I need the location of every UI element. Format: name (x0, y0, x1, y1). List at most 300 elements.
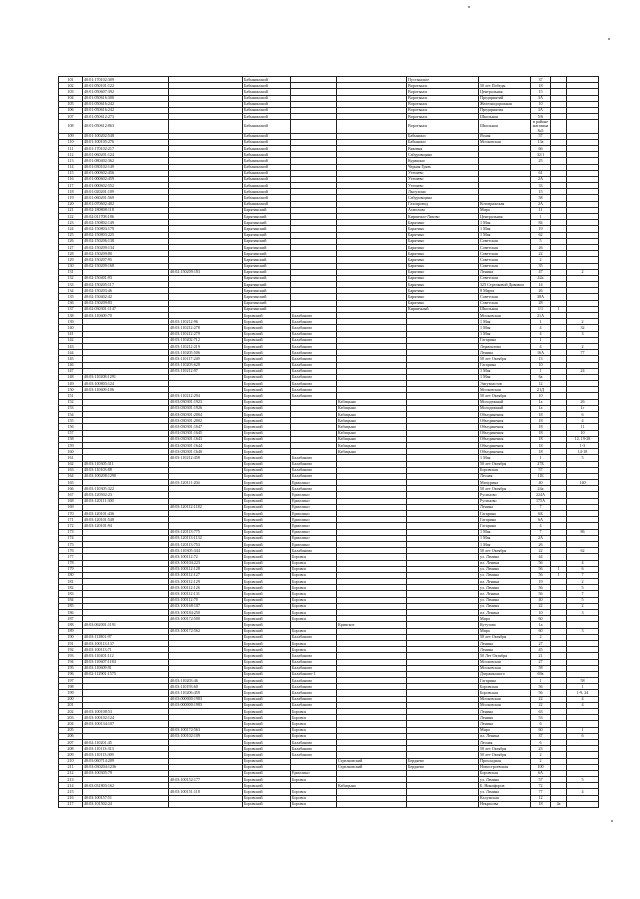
row-number-cell: 207 (59, 739, 83, 745)
rural-settlement-cell: Кабицыно (337, 442, 407, 448)
street-cell: Мира (479, 616, 531, 622)
apartment-cell: 6 (567, 412, 599, 418)
premises-number-cell: 40:03:030301:1647 (169, 424, 243, 430)
apartment-cell: 58 (567, 678, 599, 684)
premises-number-cell: 40:03:100172:563 (169, 727, 243, 733)
street-cell: Центральная (479, 89, 531, 95)
apartment-cell: 1-3 (567, 442, 599, 448)
cadastral-number-cell: 40:03:100208:1290 (83, 473, 169, 479)
premises-number-cell: 40:03:100112:70 (169, 597, 243, 603)
row-number-cell: 110 (59, 139, 83, 145)
house-number-cell: 62 (531, 232, 551, 238)
row-number-cell: 177 (59, 554, 83, 560)
apartment-cell: 4 (567, 418, 599, 424)
cadastral-number-cell: 40:03:110609:106 (83, 387, 169, 393)
district-cell: Боровский (243, 486, 291, 492)
house-number-cell: 37 (531, 77, 551, 83)
cadastral-number-cell: 40:02:150802:149 (83, 220, 169, 226)
cadastral-number-cell: 40:01:000602:456 (83, 170, 169, 176)
house-number-cell: 44 (531, 554, 551, 560)
street-cell: Советская (479, 300, 531, 306)
district-cell: Боровский (243, 480, 291, 486)
house-number-cell: 60 (531, 727, 551, 733)
street-cell: 1 Мая (479, 220, 531, 226)
cadastral-number-cell: 40:01:060201:124 (83, 152, 169, 158)
apartment-cell: 2 (567, 343, 599, 349)
district-cell: Боровский (243, 727, 291, 733)
town-cell: Балабаново (291, 387, 337, 393)
street-cell: Железнодорожная (479, 101, 531, 107)
row-number-cell: 131 (59, 269, 83, 275)
premises-number-cell: 40:03:100168:107 (169, 603, 243, 609)
house-number-cell: 1а (531, 622, 551, 628)
town-cell: Балабаново (291, 634, 337, 640)
row-number-cell: 217 (59, 801, 83, 807)
locality-cell: Черная Грязь (407, 164, 479, 170)
row-number-cell: 199 (59, 690, 83, 696)
premises-number-cell: 40:03:100151:118 (169, 789, 243, 795)
town-cell: Ермолино (291, 517, 337, 523)
district-cell: Бабынинский (243, 158, 291, 164)
street-cell: Ясная (479, 133, 531, 139)
building-cell (551, 120, 567, 133)
row-number-cell: 201 (59, 702, 83, 708)
row-number-cell: 175 (59, 541, 83, 547)
row-number-cell: 101 (59, 77, 83, 83)
row-number-cell: 168 (59, 498, 83, 504)
district-cell: Боровский (243, 325, 291, 331)
apartment-cell: 6 (567, 566, 599, 572)
cadastral-number-cell: 40:02:112901:1575 (83, 671, 169, 677)
district-cell: Боровский (243, 529, 291, 535)
district-cell: Боровский (243, 387, 291, 393)
town-cell: Боровск (291, 795, 337, 801)
premises-number-cell: 40:03:110193:60 (169, 684, 243, 690)
premises-number-cell: 40:03:100152:177 (169, 777, 243, 783)
locality-cell: Бабынино (407, 139, 479, 145)
row-number-cell: 216 (59, 795, 83, 801)
house-number-cell: 18 (531, 436, 551, 442)
row-number-cell: 122 (59, 214, 83, 220)
cadastral-number-cell: 40:03:120101:436 (83, 511, 169, 517)
house-number-cell: 21Д (531, 387, 551, 393)
town-cell: Ермолино (291, 504, 337, 510)
town-cell: Балабаново (291, 393, 337, 399)
town-cell: Боровск (291, 566, 337, 572)
cadastral-number-cell: 40:03:110113:309 (83, 752, 169, 758)
row-number-cell: 167 (59, 492, 83, 498)
district-cell: Барятинский (243, 238, 291, 244)
district-cell: Барятинский (243, 244, 291, 250)
house-number-cell: 40 (531, 480, 551, 486)
row-number-cell: 215 (59, 789, 83, 795)
street-cell: Ленина (479, 640, 531, 646)
locality-cell: Барятино (407, 257, 479, 263)
street-cell: Гагарина (479, 337, 531, 343)
locality-cell: Барятино (407, 269, 479, 275)
scan-speck (608, 38, 610, 40)
street-cell: ул. Ленина (479, 789, 531, 795)
premises-number-cell: 40:03:110203:46 (169, 678, 243, 684)
row-number-cell: 156 (59, 424, 83, 430)
house-number-cell: 56 (531, 684, 551, 690)
house-number-cell: 22 (531, 603, 551, 609)
district-cell: Боровский (243, 696, 291, 702)
town-cell: Боровск (291, 597, 337, 603)
locality-cell: Барятино (407, 263, 479, 269)
row-number-cell: 118 (59, 189, 83, 195)
street-cell: Гагарина (479, 523, 531, 529)
district-cell: Бабынинский (243, 176, 291, 182)
locality-cell: Газопровод (407, 201, 479, 207)
district-cell: Бабынинский (243, 139, 291, 145)
row-number-cell: 202 (59, 709, 83, 715)
building-cell: 1 (551, 306, 567, 312)
street-cell: пл. Ленина (479, 733, 531, 739)
house-number-cell: 45 (531, 647, 551, 653)
district-cell: Боровский (243, 535, 291, 541)
row-number-cell: 139 (59, 319, 83, 325)
locality-cell: Воротынск (407, 107, 479, 113)
district-cell: Боровский (243, 511, 291, 517)
locality-cell: Барятино (407, 275, 479, 281)
house-number-cell: 5/6 (531, 114, 551, 120)
row-number-cell: 138 (59, 313, 83, 319)
locality-cell (407, 801, 479, 807)
row-number-cell: 192 (59, 647, 83, 653)
town-cell: Боровск (291, 579, 337, 585)
row-number-cell: 185 (59, 603, 83, 609)
house-number-cell: 1 (531, 319, 551, 325)
cadastral-number-cell: 40:02:030301:1147 (83, 306, 169, 312)
district-cell: Боровский (243, 442, 291, 448)
row-number-cell: 108 (59, 120, 83, 133)
locality-cell: Утешево (407, 183, 479, 189)
row-number-cell: 211 (59, 764, 83, 770)
house-number-cell: 37 (531, 733, 551, 739)
cadastral-number-cell: 40:01:030102:149 (83, 164, 169, 170)
row-number-cell: 188 (59, 622, 83, 628)
cadastral-number-cell: 40:01:170102:217 (83, 145, 169, 151)
locality-cell: Барятино (407, 282, 479, 288)
town-cell: Боровск (291, 721, 337, 727)
house-number-cell: 4 (531, 331, 551, 337)
house-number-cell: 2 (531, 758, 551, 764)
row-number-cell: 179 (59, 566, 83, 572)
street-cell: Советская (479, 238, 531, 244)
district-cell: Боровский (243, 616, 291, 622)
street-cell: 50 лет Октября (479, 461, 531, 467)
row-number-cell: 169 (59, 504, 83, 510)
cadastral-number-cell: 40:03:100803:124 (83, 381, 169, 387)
district-cell: Боровский (243, 603, 291, 609)
street-cell: Московская (479, 659, 531, 665)
street-cell: Гагарина (479, 517, 531, 523)
register-table (58, 76, 599, 808)
district-cell: Боровский (243, 362, 291, 368)
row-number-cell: 109 (59, 133, 83, 139)
street-cell: Школьная (479, 306, 531, 312)
row-number-cell: 191 (59, 640, 83, 646)
district-cell: Боровский (243, 690, 291, 696)
town-cell: Боровск (291, 591, 337, 597)
house-number-cell: 26 (531, 244, 551, 250)
row-number-cell: 203 (59, 715, 83, 721)
locality-cell: Асмолово (407, 207, 479, 213)
premises-number-cell: 40:03:110305:344 (169, 548, 243, 554)
premises-number-cell: 40:03:120111:204 (169, 480, 243, 486)
row-number-cell: 136 (59, 300, 83, 306)
town-cell (291, 120, 337, 133)
district-cell: Боровский (243, 715, 291, 721)
row-number-cell: 152 (59, 399, 83, 405)
cadastral-number-cell: 40:03:100102:124 (83, 715, 169, 721)
row-number-cell: 126 (59, 238, 83, 244)
row-number-cell: 171 (59, 517, 83, 523)
house-number-cell: 18 (531, 449, 551, 455)
apartment-cell: 4 (567, 696, 599, 702)
district-cell: Бабынинский (243, 201, 291, 207)
premises-number-cell: 40:03:120113:775 (169, 529, 243, 535)
street-cell: Гагарина (479, 678, 531, 684)
cadastral-number-cell: 40:02:150209:134 (83, 244, 169, 250)
cadastral-number-cell: 40:02:150205:117 (83, 282, 169, 288)
house-number-cell: 224А (531, 492, 551, 498)
house-number-cell: 22 (531, 702, 551, 708)
town-cell: Боровск (291, 777, 337, 783)
street-cell: Предприятий (479, 95, 531, 101)
district-cell: Боровский (243, 721, 291, 727)
district-cell: Боровский (243, 337, 291, 343)
street-cell: Московская (479, 139, 531, 145)
row-number-cell: 143 (59, 343, 83, 349)
apartment-cell: 12, 19-28 (567, 436, 599, 442)
apartment-cell: 2 (567, 319, 599, 325)
row-number-cell: 124 (59, 226, 83, 232)
house-number-cell: 6А (531, 517, 551, 523)
premises-number-cell: 40:03:100172:562 (169, 628, 243, 634)
house-number-cell: 15 (531, 89, 551, 95)
district-cell: Боровский (243, 356, 291, 362)
table-row (59, 120, 599, 133)
cadastral-number-cell: 40:02:150401:93 (83, 275, 169, 281)
locality-cell: Воротынск (407, 89, 479, 95)
district-cell: Бабынинский (243, 107, 291, 113)
house-number-cell: 18 (531, 418, 551, 424)
row-number-cell: 170 (59, 511, 83, 517)
town-cell: Балабаново (291, 486, 337, 492)
apartment-cell: 5 (567, 597, 599, 603)
district-cell: Бабынинский (243, 114, 291, 120)
house-number-cell: 2 (531, 752, 551, 758)
cadastral-number-cell: 40:02:150203:46 (83, 288, 169, 294)
row-number-cell: 161 (59, 455, 83, 461)
locality-cell: Сабуровщино (407, 195, 479, 201)
street-cell: 50 лет Октября (479, 393, 531, 399)
district-cell: Боровский (243, 436, 291, 442)
street-cell: Объединения (479, 412, 531, 418)
locality-cell: Барятино (407, 220, 479, 226)
row-number-cell: 184 (59, 597, 83, 603)
rural-settlement-cell: Кабицыно (337, 449, 407, 455)
street-cell: Советская (479, 257, 531, 263)
street-cell: Объединения (479, 424, 531, 430)
district-cell: Боровский (243, 746, 291, 752)
district-cell: Барятинский (243, 275, 291, 281)
town-cell: Боровск (291, 733, 337, 739)
premises-number-cell: 40:03:110212:458 (169, 455, 243, 461)
apartment-cell: 140 (567, 480, 599, 486)
town-cell: Боровск (291, 560, 337, 566)
town-cell: Балабаново (291, 690, 337, 696)
house-number-cell: 57 (531, 777, 551, 783)
premises-number-cell: 40:03:110212:96 (169, 319, 243, 325)
premises-number-cell: 40:03:100112:128 (169, 566, 243, 572)
row-number-cell: 180 (59, 572, 83, 578)
apartment-cell: 5 (567, 585, 599, 591)
locality-cell: Утешево (407, 170, 479, 176)
house-number-cell: 22 (531, 696, 551, 702)
district-cell: Бабынинский (243, 120, 291, 133)
row-number-cell: 148 (59, 374, 83, 380)
district-cell: Боровский (243, 733, 291, 739)
house-number-cell: 60 (531, 616, 551, 622)
town-cell: Ермолино (291, 770, 337, 776)
apartment-cell: 4 (567, 789, 599, 795)
district-cell: Барятинский (243, 257, 291, 263)
row-number-cell: 149 (59, 381, 83, 387)
house-number-cell: 1 (531, 214, 551, 220)
cadastral-number-cell: 40:01:050616:242 (83, 107, 169, 113)
locality-cell: Воротынск (407, 101, 479, 107)
district-cell: Боровский (243, 331, 291, 337)
street-cell: ул. Ленина (479, 566, 531, 572)
house-number-cell: 10 (531, 101, 551, 107)
street-cell: Боровская (479, 684, 531, 690)
house-number-cell: 2А (531, 176, 551, 182)
apartment-cell: 3 (567, 331, 599, 337)
house-number-cell: 53 (531, 715, 551, 721)
house-number-cell: 47 (531, 269, 551, 275)
house-number-cell: 14 (531, 282, 551, 288)
district-cell: Боровский (243, 653, 291, 659)
town-cell: Балабаново (291, 381, 337, 387)
district-cell: Барятинский (243, 226, 291, 232)
row-number-cell: 209 (59, 752, 83, 758)
row-number-cell: 159 (59, 442, 83, 448)
house-number-cell: 5 (531, 238, 551, 244)
premises-number-cell: 40:03:110205:506 (169, 350, 243, 356)
premises-number-cell: 40:03:120113:1132 (169, 535, 243, 541)
row-number-cell: 102 (59, 83, 83, 89)
premises-number-cell: 40:03:110212:97 (169, 368, 243, 374)
house-number-cell: 18 (531, 430, 551, 436)
street-cell: Объединения (479, 442, 531, 448)
town-cell: Балабаново (291, 746, 337, 752)
street-cell: Ленина (479, 350, 531, 356)
row-number-cell: 155 (59, 418, 83, 424)
district-cell: Боровский (243, 597, 291, 603)
rural-settlement-cell: Кабицыно (337, 424, 407, 430)
apartment-cell: 86 (567, 529, 599, 535)
cadastral-number-cell: 40:03:111801:97 (83, 634, 169, 640)
row-number-cell: 183 (59, 591, 83, 597)
street-cell: 1 Мая (479, 226, 531, 232)
premises-number-cell: 40:03:110212:294 (169, 393, 243, 399)
house-number-cell: 57 (531, 133, 551, 139)
street-cell: ул. Ленина (479, 554, 531, 560)
locality-cell: Барятино (407, 288, 479, 294)
street-cell: Молодежный (479, 405, 531, 411)
district-cell: Боровский (243, 770, 291, 776)
street-cell: 50 Лет Октября (479, 653, 531, 659)
row-number-cell: 195 (59, 665, 83, 671)
house-number-cell: 21А (531, 313, 551, 319)
house-number-cell: 2А (531, 201, 551, 207)
street-cell: Ленина (479, 647, 531, 653)
apartment-cell: 4 (567, 702, 599, 708)
district-cell: Боровский (243, 622, 291, 628)
locality-cell: Бердяево (407, 758, 479, 764)
house-number-cell: 15 (531, 189, 551, 195)
row-number-cell: 153 (59, 405, 83, 411)
district-cell: Боровский (243, 678, 291, 684)
cadastral-number-cell: 40:01:050101:122 (83, 83, 169, 89)
town-cell: Боровск (291, 585, 337, 591)
street-cell: Ленина (479, 504, 531, 510)
town-cell: Балабаново (291, 356, 337, 362)
cadastral-number-cell: 40:01:000602:552 (83, 183, 169, 189)
house-number-cell: 38А (531, 294, 551, 300)
district-cell: Бабынинский (243, 170, 291, 176)
street-cell: Молодежный (479, 399, 531, 405)
street-cell: Советская (479, 244, 531, 250)
apartment-cell: 32 (567, 325, 599, 331)
town-cell: Боровск (291, 572, 337, 578)
town-cell: Балабаново (291, 343, 337, 349)
row-number-cell: 112 (59, 152, 83, 158)
district-cell: Бабынинский (243, 133, 291, 139)
row-number-cell: 214 (59, 783, 83, 789)
street-cell: 1 Мая (479, 319, 531, 325)
district-cell: Боровский (243, 783, 291, 789)
street-cell: 1 Мая (479, 455, 531, 461)
row-number-cell: 197 (59, 678, 83, 684)
cadastral-number-cell: 40:03:062001:1191 (83, 622, 169, 628)
town-cell: Боровск (291, 628, 337, 634)
register-body (59, 77, 599, 808)
town-cell: Балабаново (291, 548, 337, 554)
house-number-cell: 56 (531, 585, 551, 591)
row-number-cell: 212 (59, 770, 83, 776)
apartment-cell: 77 (567, 350, 599, 356)
apartment-cell: 2 (567, 603, 599, 609)
district-cell: Боровский (243, 702, 291, 708)
district-cell: Боровский (243, 764, 291, 770)
town-cell: Балабаново (291, 473, 337, 479)
premises-number-cell: 40:03:100112:72 (169, 554, 243, 560)
house-number-cell: в районе магазина №5 (531, 120, 551, 133)
street-cell: Ленина (479, 721, 531, 727)
apartment-cell: 11 (567, 424, 599, 430)
town-cell: Балабаново (291, 684, 337, 690)
locality-cell: Воротынск (407, 114, 479, 120)
street-cell: 1 Мая (479, 331, 531, 337)
house-number-cell: 10 (531, 610, 551, 616)
row-number-cell: 213 (59, 777, 83, 783)
premises-number-cell: 40:03:030301:1926 (169, 405, 243, 411)
premises-number-cell: 40:03:100112:127 (169, 572, 243, 578)
